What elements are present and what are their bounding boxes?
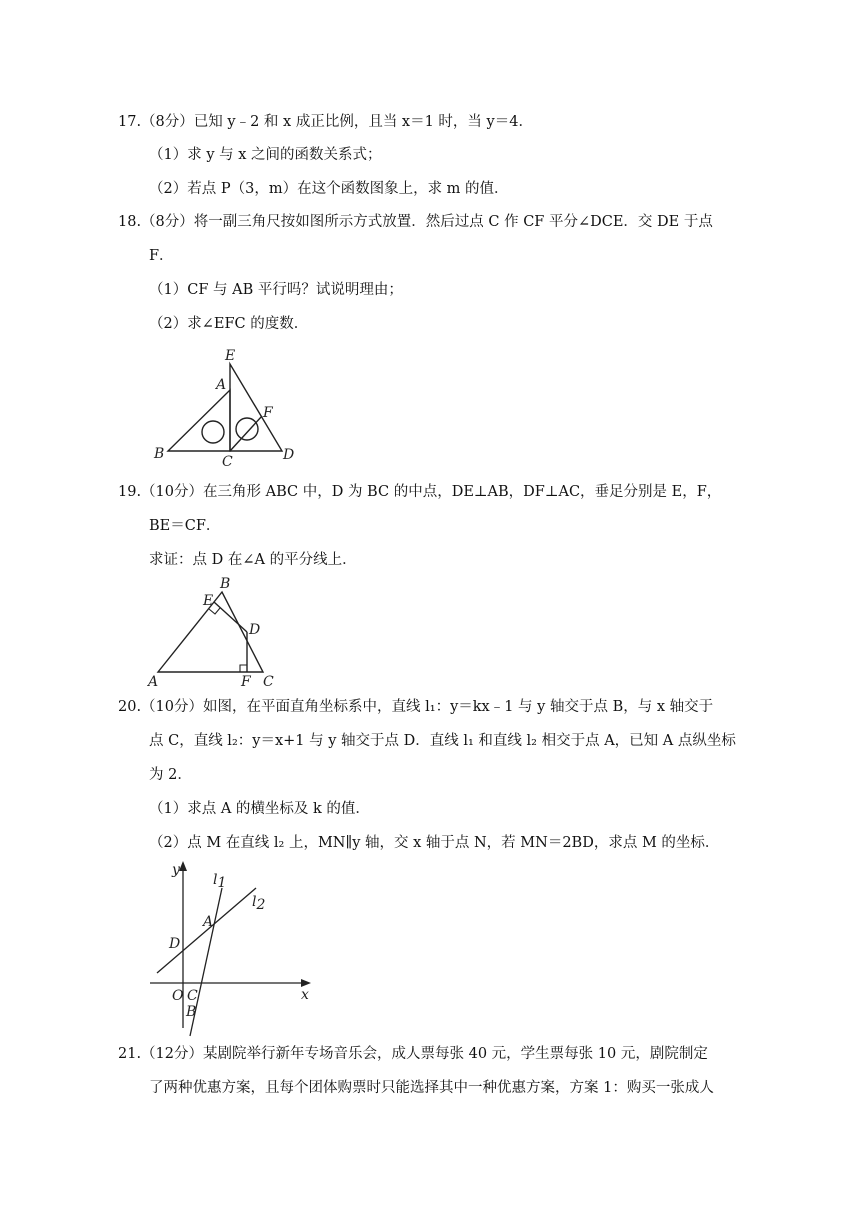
q18-label-e: E: [225, 348, 236, 364]
q18-label-b: B: [154, 446, 165, 462]
q19-label-b: B: [220, 576, 231, 592]
q18-label-d: D: [283, 447, 295, 463]
q18-part2: （2）求∠EFC 的度数．: [149, 316, 309, 332]
q19-label-d: D: [249, 622, 261, 638]
q18-label-f: F: [263, 405, 273, 421]
q20-label-x: x: [301, 987, 309, 1003]
q20-part1: （1）求点 A 的横坐标及 k 的值．: [149, 801, 370, 817]
q20-label-a: A: [203, 914, 214, 930]
q17-part1: （1）求 y 与 x 之间的函数关系式；: [149, 147, 382, 163]
q19-label-c: C: [263, 674, 274, 690]
q18-label-a: A: [216, 377, 227, 393]
q17-part2: （2）若点 P（3，m）在这个函数图象上，求 m 的值．: [149, 181, 509, 197]
q20-label-o: O: [172, 988, 184, 1004]
q21-stem-cont: 了两种优惠方案，且每个团体购票时只能选择其中一种优惠方案，方案 1：购买一张成人: [149, 1080, 714, 1096]
q20-stem-cont2: 为 2．: [149, 767, 192, 783]
q20-stem-cont1: 点 C，直线 l₂：y＝x+1 与 y 轴交于点 D．直线 l₁ 和直线 l₂ 相交于点 A，已知 A 点纵坐标: [149, 733, 736, 749]
q18-stem-cont: F．: [149, 248, 174, 264]
q18-label-c: C: [222, 454, 233, 467]
q20-stem: 20.（10分）如图，在平面直角坐标系中，直线 l₁：y＝kx﹣1 与 y 轴交于点 B，与 x 轴交于: [118, 699, 714, 715]
q20-y-axis-arrow: [179, 861, 187, 871]
q20-label-b: B: [186, 1004, 197, 1020]
q19-stem: 19.（10分）在三角形 ABC 中，D 为 BC 的中点，DE⊥AB，DF⊥AC，垂足分别是 E，F，: [118, 484, 722, 500]
q20-label-c: C: [187, 988, 198, 1004]
q19-prove: 求证：点 D 在∠A 的平分线上．: [149, 552, 357, 568]
q19-label-f: F: [241, 674, 251, 690]
q19-stem-cont: BE＝CF．: [149, 518, 221, 534]
q20-label-l2: l2: [252, 894, 266, 913]
q18-triangle-ecd: [230, 364, 282, 451]
q19-segment-de: [214, 602, 247, 632]
q20-x-axis-arrow: [301, 979, 311, 987]
q19-figure: [145, 574, 295, 692]
q18-hole-left: [202, 421, 224, 443]
q20-label-y: y: [172, 862, 180, 878]
q18-triangle-abc: [168, 390, 230, 451]
q18-figure: [140, 342, 310, 467]
q18-part1: （1）CF 与 AB 平行吗？试说明理由；: [149, 282, 403, 298]
q19-right-angle-f: [240, 665, 247, 672]
q19-label-a: A: [148, 674, 159, 690]
q20-part2: （2）点 M 在直线 l₂ 上，MN∥y 轴，交 x 轴于点 N，若 MN＝2BD，求点 M 的坐标．: [149, 835, 720, 851]
q18-hole-right: [236, 418, 258, 440]
q17-stem: 17.（8分）已知 y﹣2 和 x 成正比例，且当 x＝1 时，当 y＝4．: [118, 114, 533, 130]
q20-label-l1: l1: [213, 872, 227, 891]
q20-figure: [145, 858, 325, 1038]
q21-stem: 21.（12分）某剧院举行新年专场音乐会，成人票每张 40 元，学生票每张 10 元，剧院制定: [118, 1046, 708, 1062]
q18-stem: 18.（8分）将一副三角尺按如图所示方式放置．然后过点 C 作 CF 平分∠DCE．交 DE 于点: [118, 214, 713, 230]
q19-label-e: E: [203, 593, 214, 609]
q20-label-d: D: [169, 936, 181, 952]
